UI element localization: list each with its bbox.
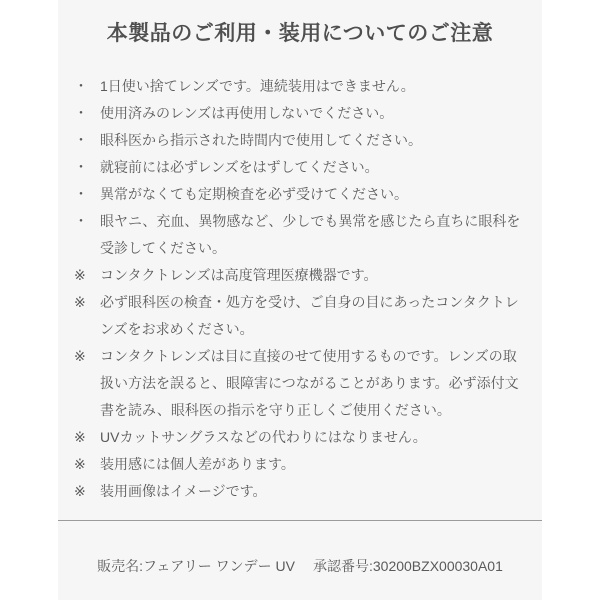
note-text: 就寝前には必ずレンズをはずしてください。 bbox=[100, 159, 379, 175]
list-item bbox=[72, 289, 522, 343]
note-text: 装用感には個人差があります。 bbox=[100, 456, 295, 472]
list-item bbox=[72, 127, 522, 154]
list-item bbox=[72, 343, 522, 424]
bullet-marker: ・ bbox=[74, 159, 88, 175]
bullet-marker: ・ bbox=[74, 105, 88, 121]
note-text: 眼ヤニ、充血、異物感など、少しでも異常を感じたら直ちに眼科を受診してください。 bbox=[100, 213, 521, 256]
bullet-marker: ・ bbox=[74, 78, 88, 94]
bullet-marker: ・ bbox=[74, 132, 88, 148]
note-text: 異常がなくても定期検査を必ず受けてください。 bbox=[100, 186, 408, 202]
product-name: 販売名:フェアリー ワンデー UV bbox=[97, 558, 295, 574]
list-item bbox=[72, 451, 522, 478]
divider bbox=[58, 520, 542, 521]
bullet-marker: ※ bbox=[74, 483, 86, 499]
note-text: 使用済みのレンズは再使用しないでください。 bbox=[100, 105, 394, 121]
note-text: 眼科医から指示された時間内で使用してください。 bbox=[100, 132, 422, 148]
bullet-marker: ※ bbox=[74, 267, 86, 283]
list-item bbox=[72, 424, 522, 451]
note-text: 必ず眼科医の検査・処方を受け、ご自身の目にあったコンタクトレンズをお求めください。 bbox=[100, 294, 519, 337]
bullet-marker: ※ bbox=[74, 294, 86, 310]
note-text: コンタクトレンズは目に直接のせて使用するものです。レンズの取扱い方法を誤ると、眼障害につながることがあります。必ず添付文書を読み、眼科医の指示を守り正しくご使用ください。 bbox=[100, 348, 519, 418]
list-item bbox=[72, 262, 522, 289]
list-item bbox=[72, 73, 522, 100]
bullet-marker: ※ bbox=[74, 348, 86, 364]
notes-list bbox=[58, 73, 542, 505]
list-item bbox=[72, 208, 522, 262]
note-text: 装用画像はイメージです。 bbox=[100, 483, 267, 499]
bullet-marker: ・ bbox=[74, 213, 88, 229]
approval-number: 承認番号:30200BZX00030A01 bbox=[312, 558, 503, 574]
bullet-marker: ※ bbox=[74, 429, 86, 445]
list-item bbox=[72, 100, 522, 127]
bullet-marker: ・ bbox=[74, 186, 88, 202]
list-item bbox=[72, 181, 522, 208]
note-text: 1日使い捨てレンズです。連続装用はできません。 bbox=[100, 78, 415, 94]
list-item bbox=[72, 478, 522, 505]
footer bbox=[58, 556, 542, 576]
bullet-marker: ※ bbox=[74, 456, 86, 472]
page-title: 本製品のご利用・装用についてのご注意 bbox=[106, 22, 494, 45]
list-item bbox=[72, 154, 522, 181]
note-text: UVカットサングラスなどの代わりにはなりません。 bbox=[100, 429, 427, 445]
note-text: コンタクトレンズは高度管理医療機器です。 bbox=[100, 267, 378, 283]
notice-panel bbox=[58, 0, 542, 600]
